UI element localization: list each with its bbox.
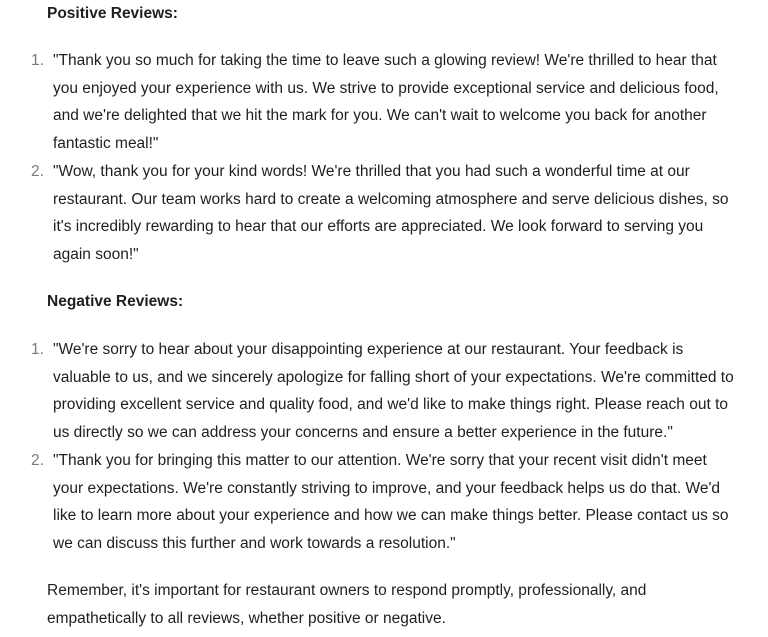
list-number: 2. [31,162,44,180]
closing-paragraph: Remember, it's important for restaurant owners to respond promptly, professionally, and empathetically to all reviews, whether positive or negative. [47,582,647,627]
list-number: 1. [31,341,44,358]
review-response-text: "Wow, thank you for your kind words! We're thrilled that you had such a wonderful time at our restaurant. Our team works hard to create a welcoming atmosphere and serve delicious dishes, so it's incredibly rewarding to hear that our efforts are appreciated. We look forward to serving you again soon!" [53,162,729,263]
negative-reviews-list [0,336,768,558]
review-response-text: "We're sorry to hear about your disappointing experience at our restaurant. Your feedback is valuable to us, and we sincerely apologize for falling short of your expectations. We're committed to providing excellent service and quality food, and we'd like to make things right. Please reach out to us directly so we can address your concerns and ensure a better experience in the future." [53,341,734,442]
list-item [0,158,758,269]
positive-reviews-heading: Positive Reviews: [47,5,178,22]
list-item [0,336,758,447]
list-item [0,47,758,158]
list-number: 2. [31,451,44,469]
list-item [0,447,762,558]
review-response-text: "Thank you for bringing this matter to our attention. We're sorry that your recent visit didn't meet your expectations. We're constantly striving to improve, and your feedback helps us do that. We'd like to learn more about your experience and how we can make things better. Please contact us so we can discuss this further and work towards a resolution." [53,451,729,552]
negative-reviews-heading: Negative Reviews: [47,293,184,310]
list-number: 1. [31,52,44,69]
review-response-text: "Thank you so much for taking the time to leave such a glowing review! We're thrilled to hear that you enjoyed your experience with us. We strive to provide exceptional service and delicious food, and we're delighted that we hit the mark for you. We can't wait to welcome you back for another fantastic meal!" [53,52,719,153]
positive-reviews-list [0,47,768,269]
